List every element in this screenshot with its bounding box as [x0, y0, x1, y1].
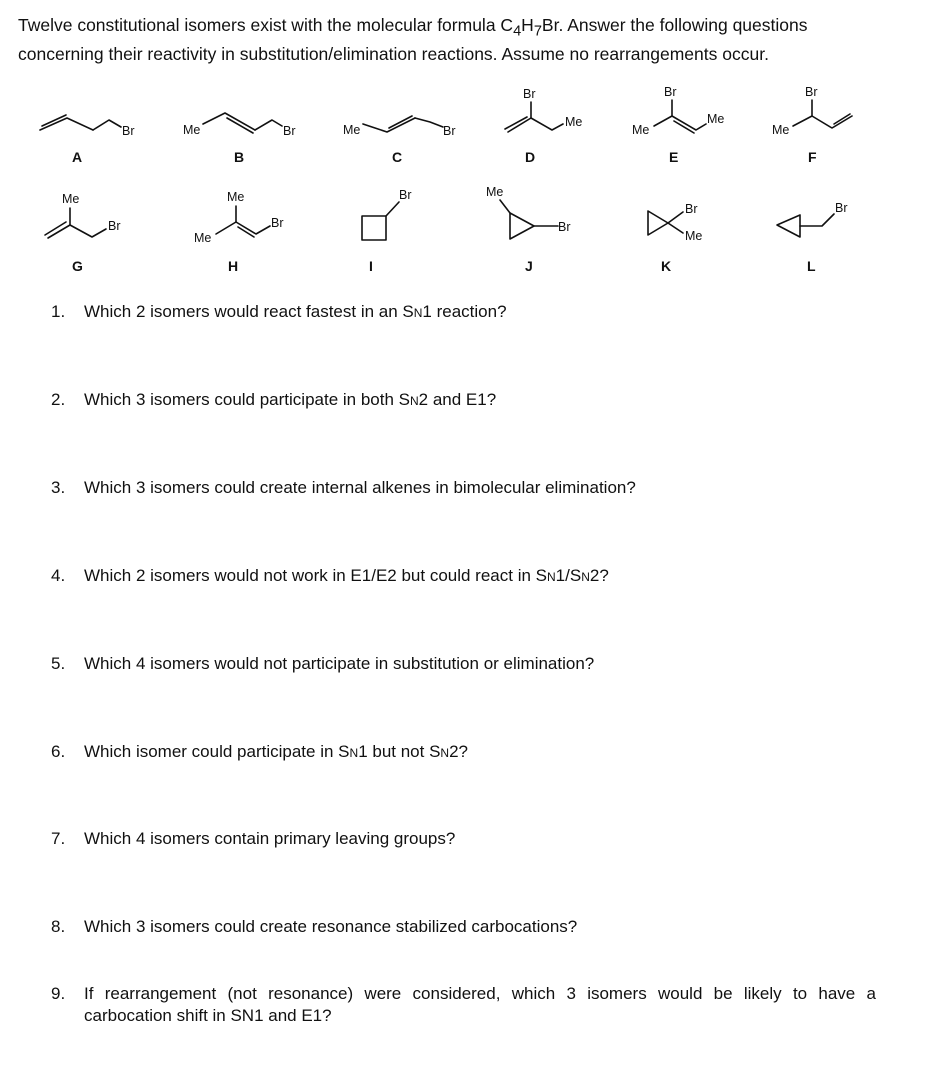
atom-me: Me — [343, 123, 361, 137]
isomer-structures — [0, 80, 938, 280]
question-6: 6. Which isomer could participate in SN1 but not SN2? — [51, 742, 469, 761]
question-7: 7. Which 4 isomers contain primary leaving groups? — [51, 829, 456, 848]
label-b: B — [234, 149, 245, 165]
structure-j — [486, 185, 571, 274]
atom-me: Me — [227, 190, 245, 204]
question-1: 1. Which 2 isomers would react fastest in an SN1 reaction? — [51, 302, 507, 321]
intro-sub-4: 4 — [513, 23, 522, 40]
question-9: 9. If rearrangement (not resonance) were considered, which 3 isomers would be likely to have a carbocation shift in SN1 and E1? — [51, 984, 876, 1025]
structure-a — [40, 115, 135, 165]
atom-me: Me — [194, 231, 212, 245]
atom-br: Br — [805, 85, 818, 99]
atom-br: Br — [523, 87, 536, 101]
intro-line1-end: Br. Answer the following questions — [541, 15, 808, 35]
label-d: D — [525, 149, 536, 165]
structure-g — [45, 192, 121, 274]
label-i: I — [369, 258, 373, 274]
atom-me: Me — [632, 123, 650, 137]
label-l: L — [807, 258, 816, 274]
structure-f — [772, 85, 852, 165]
label-c: C — [392, 149, 403, 165]
label-g: G — [72, 258, 83, 274]
question-4: 4. Which 2 isomers would not work in E1/E2 but could react in SN1/SN2? — [51, 566, 609, 585]
atom-br: Br — [835, 201, 848, 215]
structure-l — [777, 201, 848, 274]
atom-me: Me — [62, 192, 80, 206]
intro-h: H — [521, 15, 534, 35]
atom-br: Br — [685, 202, 698, 216]
structure-k — [648, 202, 702, 274]
intro-line1: Twelve constitutional isomers exist with the molecular formula C — [18, 15, 514, 35]
atom-me: Me — [565, 115, 583, 129]
atom-me: Me — [685, 229, 703, 243]
intro-sub-7: 7 — [533, 23, 542, 40]
atom-me: Me — [183, 123, 201, 137]
intro-line2: concerning their reactivity in substitution/elimination reactions. Assume no rearrangements occur. — [18, 43, 769, 64]
label-h: H — [228, 258, 239, 274]
question-2: 2. Which 3 isomers could participate in both SN2 and E1? — [51, 390, 497, 409]
structure-e — [632, 85, 724, 165]
question-5: 5. Which 4 isomers would not participate in substitution or elimination? — [51, 654, 595, 673]
structure-d — [505, 87, 582, 165]
intro-paragraph — [18, 14, 898, 65]
atom-br: Br — [271, 216, 284, 230]
atom-me: Me — [486, 185, 504, 199]
structure-c — [343, 116, 456, 165]
atom-br: Br — [399, 188, 412, 202]
structure-h — [194, 190, 284, 274]
question-3: 3. Which 3 isomers could create internal alkenes in bimolecular elimination? — [51, 478, 636, 497]
atom-br: Br — [664, 85, 677, 99]
atom-br: Br — [283, 124, 296, 138]
atom-me: Me — [772, 123, 790, 137]
atom-br: Br — [443, 124, 456, 138]
label-j: J — [525, 258, 533, 274]
question-8: 8. Which 3 isomers could create resonance stabilized carbocations? — [51, 917, 578, 936]
label-e: E — [669, 149, 679, 165]
label-a: A — [72, 149, 83, 165]
atom-br: Br — [122, 124, 135, 138]
atom-br: Br — [558, 220, 571, 234]
label-k: K — [661, 258, 672, 274]
label-f: F — [808, 149, 817, 165]
atom-br: Br — [108, 219, 121, 233]
atom-me: Me — [707, 112, 725, 126]
structure-b — [183, 113, 296, 165]
structure-i — [362, 188, 412, 274]
